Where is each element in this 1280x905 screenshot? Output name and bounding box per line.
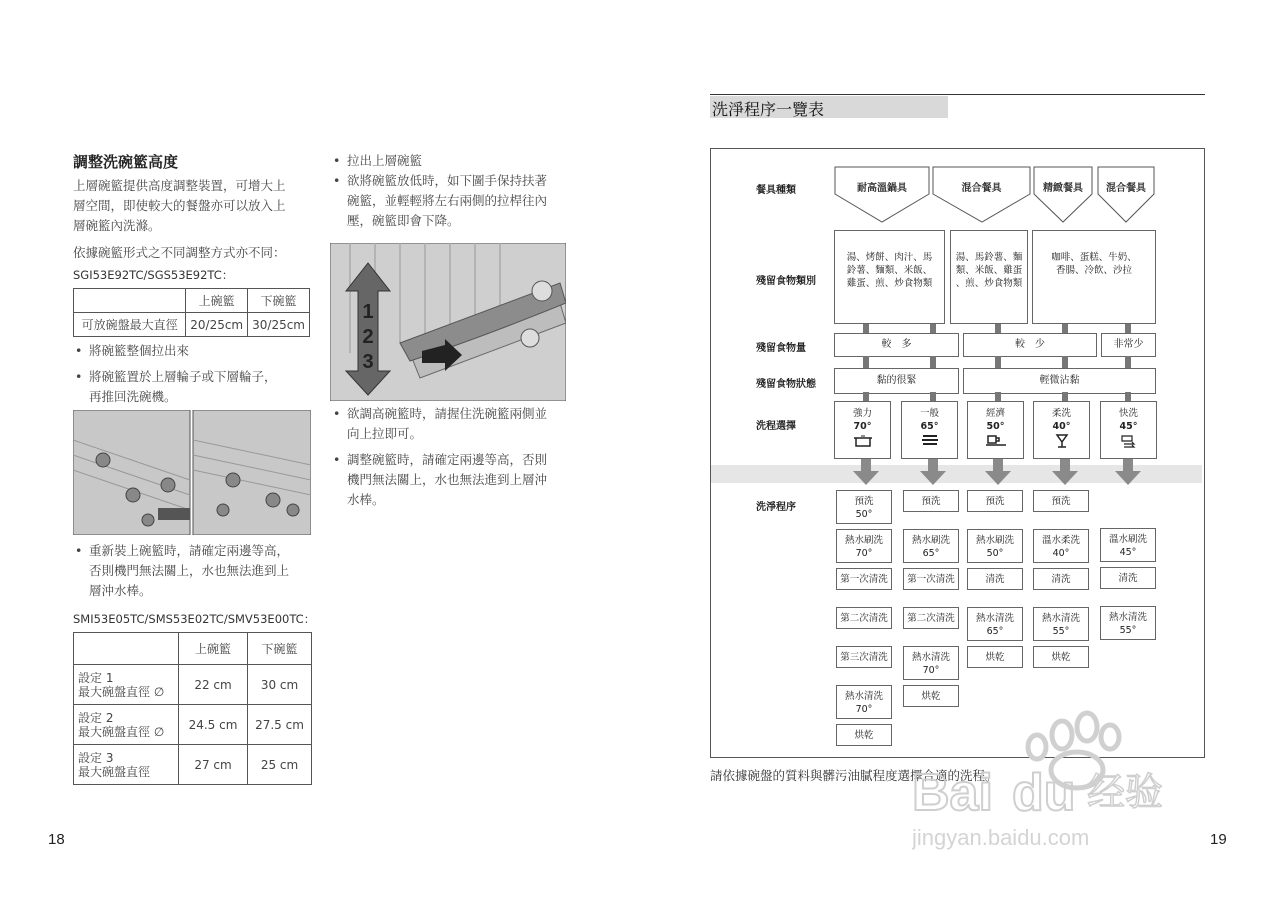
wash-step: 烘乾: [967, 646, 1023, 668]
program-normal: 一般 65°: [901, 401, 958, 459]
program-intensive: 強力 70°: [834, 401, 891, 459]
row-label-food-type: 殘留食物類別: [756, 276, 816, 287]
page-number-left: 18: [48, 831, 65, 848]
amount-less: 較 少: [963, 333, 1097, 357]
food-type-box-1: 湯、烤餅、肉汁、馬 鈴薯、麵類、米飯、 雞蛋、煎、炒食物類: [834, 230, 945, 324]
basket-lever-illustration: [330, 243, 566, 401]
dish-type-2: 混合餐具: [961, 183, 1002, 194]
wash-step: 清洗: [1100, 567, 1156, 589]
basket-rail-illustration: [73, 410, 311, 535]
chart-footer-note: 請依據碗盤的質料與髒污油膩程度選擇合適的洗程。: [710, 768, 998, 783]
wash-step: 熱水清洗 55°: [1100, 606, 1156, 640]
program-quick: 快洗 45°: [1100, 401, 1157, 459]
row-label-amount: 殘留食物量: [756, 343, 806, 354]
wash-step: 溫水柔洗 40°: [1033, 529, 1089, 563]
wash-step: 熱水清洗 70°: [903, 646, 959, 680]
chart-title: 洗淨程序一覽表: [712, 100, 825, 119]
amount-very-little: 非常少: [1101, 333, 1156, 357]
wash-step: 烘乾: [1033, 646, 1089, 668]
row-label-program: 洗程選擇: [756, 421, 796, 432]
wash-step: 清洗: [1033, 568, 1089, 590]
section-heading: 調整洗碗籃高度: [73, 153, 179, 171]
wash-step: 清洗: [967, 568, 1023, 590]
dish-type-4: 混合餐具: [1106, 183, 1146, 194]
wash-step: 熱水刷洗 70°: [836, 529, 892, 563]
program-delicate: 柔洗 40°: [1033, 401, 1090, 459]
baidu-watermark: [912, 705, 1202, 855]
plates-icon: [920, 433, 940, 449]
dish-type-1: 耐高溫鍋具: [857, 183, 907, 194]
wash-step: 第二次清洗: [903, 607, 959, 629]
bullet-list-3: • 拉出上層碗籃 • 欲將碗籃放低時，如下圖手保持扶著 碗籃，並輕輕將左右兩側的拉桿往內 壓，碗籃即會下降。: [333, 153, 548, 228]
step-1-label: 1: [362, 301, 374, 323]
svg-text:Bai: Bai: [912, 764, 993, 822]
model-label-1: SGI53E92TC/SGS53E92TC：: [73, 268, 234, 282]
bullet-list-2: • 重新裝上碗籃時，請確定兩邊等高， 否則機門無法關上，水也無法進到上 層沖水棒。: [75, 543, 290, 598]
svg-text:du: du: [1012, 764, 1076, 822]
variant-note: 依據碗籃形式之不同調整方式亦不同：: [73, 245, 286, 260]
amount-more: 較 多: [834, 333, 959, 357]
wash-step: 溫水刷洗 45°: [1100, 528, 1156, 562]
row-label-dish-type: 餐具種類: [756, 185, 796, 196]
flow-arrows: [834, 459, 1156, 487]
row-label-state: 殘留食物狀態: [756, 379, 816, 390]
basket-size-table-1: 上碗籃 下碗籃 可放碗盤最大直徑 20/25cm 30/25cm: [73, 288, 310, 337]
wash-step: 第一次清洗: [836, 568, 892, 590]
step-3-label: 3: [362, 351, 374, 373]
row-label-steps: 洗淨程序: [756, 502, 796, 513]
wash-step: 第三次清洗: [836, 646, 892, 668]
dish-type-3: 精緻餐具: [1043, 183, 1083, 194]
cup-plate-icon: [985, 433, 1007, 449]
wash-step: 熱水清洗 55°: [1033, 607, 1089, 641]
state-light: 輕微沾黏: [963, 368, 1156, 394]
wash-step: 第一次清洗: [903, 568, 959, 590]
wash-step: 熱水清洗 65°: [967, 607, 1023, 641]
glass-icon: [1052, 433, 1072, 449]
model-label-2: SMI53E05TC/SMS53E02TC/SMV53E00TC：: [73, 612, 316, 626]
wash-step: 烘乾: [836, 724, 892, 746]
step-2-label: 2: [362, 326, 374, 348]
wash-step: 熱水清洗 70°: [836, 685, 892, 719]
wash-step: 熱水刷洗 50°: [967, 529, 1023, 563]
page-number-right: 19: [1210, 831, 1227, 848]
bullet-list-1: • 將碗籃整個拉出來 • 將碗籃置於上層輪子或下層輪子， 再推回洗碗機。: [75, 343, 277, 404]
wash-step: 熱水刷洗 65°: [903, 529, 959, 563]
bullet-list-4: • 欲調高碗籃時，請握住洗碗籃兩側並 向上拉即可。 • 調整碗籃時，請確定兩邊等高，否則 機門無法關上，水也無法進到上層沖 水棒。: [333, 406, 548, 507]
food-type-box-3: 咖啡、蛋糕、牛奶、 香腸、冷飲、沙拉: [1032, 230, 1156, 324]
wash-step: 預洗: [1033, 490, 1089, 512]
food-type-box-2: 湯、馬鈴薯、麵 類、米飯、雞蛋 、煎、炒食物類: [950, 230, 1028, 324]
wash-step: 預洗: [903, 490, 959, 512]
state-sticky: 黏的很緊: [834, 368, 959, 394]
svg-text:经验: 经验: [1087, 770, 1164, 814]
dish-type-headers: [834, 166, 1164, 226]
baidu-paw-logo: [912, 705, 1202, 855]
wash-step: 第二次清洗: [836, 607, 892, 629]
intro-paragraph: 上層碗籃提供高度調整裝置，可增大上 層空間，即使較大的餐盤亦可以放入上 層碗籃內洗滌。: [73, 178, 286, 233]
program-eco: 經濟 50°: [967, 401, 1024, 459]
wash-step: 預洗 50°: [836, 490, 892, 524]
wash-step: 預洗: [967, 490, 1023, 512]
quick-icon: [1119, 433, 1139, 449]
pot-icon: [853, 433, 873, 449]
wash-step: 烘乾: [903, 685, 959, 707]
title-rule: [710, 94, 1205, 95]
svg-text:jingyan.baidu.com: jingyan.baidu.com: [912, 825, 1090, 850]
basket-size-table-2: 上碗籃 下碗籃 設定 1 最大碗盤直徑 ∅ 22 cm 30 cm 設定 2 最大碗盤直徑 ∅ 24.5 cm 27.5 cm 設定 3 最大碗盤直徑 27 cm 25 cm: [73, 632, 312, 785]
